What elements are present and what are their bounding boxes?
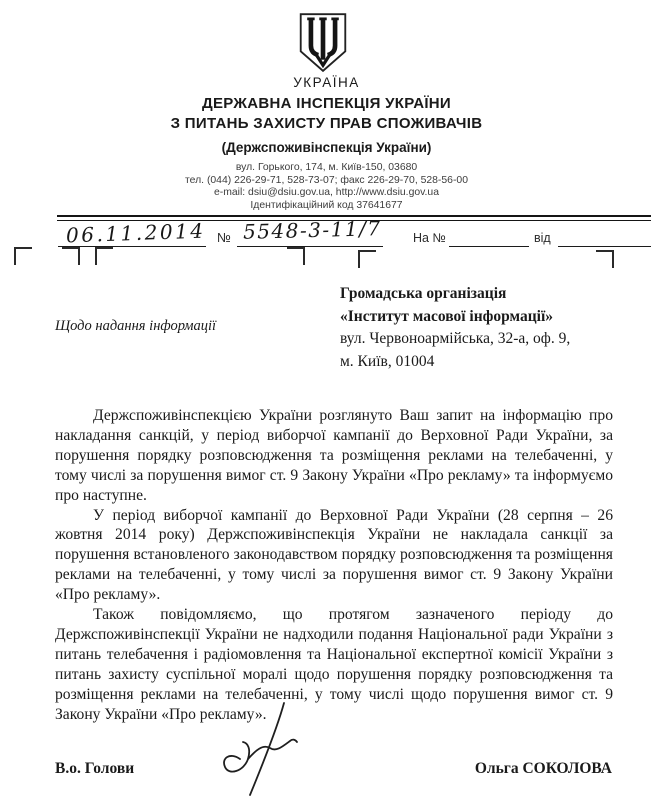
corner-mark	[95, 247, 113, 265]
reply-date-blank	[558, 231, 651, 247]
handwritten-date: 06.11.2014	[65, 218, 206, 248]
corner-mark	[62, 247, 80, 265]
subject-line: Щодо надання інформації	[55, 318, 217, 334]
body-paragraph: У період виборчої кампанії до Верховної Ради України (28 серпня – 26 жовтня 2014 року) Держспоживінспекція України не накладала санкції за порушення встановленого законодавством порядку розповсюдження та розміщення реклами на телебаченні, у тому числі за порушення вимог ст. 9 Закону України «Про рекламу».	[55, 506, 613, 604]
body-paragraph: Також повідомляємо, що протягом зазначеного періоду до Держспоживінспекції України не надходили подання Національної ради України з питань телебачення і радіомовлення та Національної експертної комісії України з питань захисту суспільної моралі щодо порушення порядку розповсюдження та розміщення реклами на телебаченні, у тому числі щодо порушення вимог ст. 9 Закону України «Про рекламу».	[55, 606, 613, 723]
signer-position-title: В.о. Голови	[55, 760, 135, 777]
letterhead-contacts	[0, 162, 653, 213]
reply-to-label: На №	[413, 231, 446, 245]
contact-email-web: e-mail: dsiu@dsiu.gov.ua, http://www.dsiu.gov.ua	[213, 187, 439, 199]
corner-mark	[14, 247, 32, 265]
org-short-name: (Держспоживінспекція України)	[221, 140, 432, 155]
corner-mark	[287, 247, 305, 265]
country-name: УКРАЇНА	[293, 75, 360, 90]
contact-id-code: Ідентифікаційний код 37641677	[250, 200, 403, 212]
body-paragraph: Держспоживінспекцією України розглянуто Ваш запит на інформацію про накладання санкцій, у період виборчої кампанії до Верховної Ради України, за порушення порядку розповсюдження та розміщення реклами на телебаченні, у тому числі за порушення вимог ст. 9 Закону України «Про рекламу» та інформуємо про наступне.	[55, 407, 613, 504]
org-name-line1: ДЕРЖАВНА ІНСПЕКЦІЯ УКРАЇНИ	[202, 95, 451, 112]
recipient-org-type: Громадська організація	[340, 285, 507, 302]
contact-address: вул. Горького, 174, м. Київ-150, 03680	[235, 162, 418, 173]
corner-mark	[358, 250, 376, 268]
contact-phones: тел. (044) 226-29-71, 528-73-07; факс 226-29-70, 528-56-00	[185, 174, 468, 186]
recipient-org-name: «Інститут масової інформації»	[340, 307, 554, 325]
handwritten-signature	[212, 696, 312, 798]
corner-mark	[596, 250, 614, 268]
trident-emblem-icon	[297, 12, 349, 74]
reply-from-label: від	[534, 231, 551, 245]
org-name-line2: З ПИТАНЬ ЗАХИСТУ ПРАВ СПОЖИВАЧІВ	[170, 115, 483, 132]
recipient-city: м. Київ, 01004	[340, 352, 435, 370]
recipient-block	[340, 283, 640, 373]
reply-number-blank	[449, 231, 529, 247]
number-label: №	[217, 230, 231, 245]
handwritten-outgoing-number: 5548-3-11/7	[242, 216, 382, 244]
letter-body	[55, 406, 613, 725]
signer-name: Ольга СОКОЛОВА	[474, 760, 612, 777]
recipient-street: вул. Червоноармійська, 32-а, оф. 9,	[340, 330, 571, 347]
